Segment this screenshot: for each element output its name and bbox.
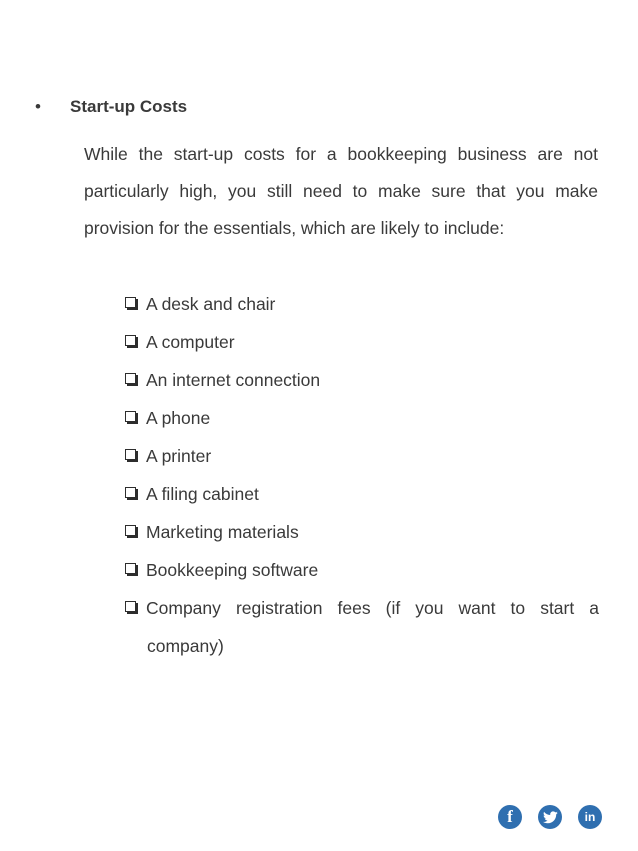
checkbox-icon [125,487,136,498]
list-item [125,551,599,589]
list-item-text: An internet connection [146,370,321,390]
checkbox-icon [125,335,136,346]
list-item-continuation [125,627,599,665]
checkbox-icon [125,601,136,612]
list-item [125,475,599,513]
section-title: Start-up Costs [70,97,188,116]
checkbox-icon [125,297,136,308]
list-item-text: Company registration fees (if you want to start a [146,598,599,618]
twitter-icon[interactable] [538,805,562,829]
checkbox-icon [125,563,136,574]
list-item [125,285,599,323]
linkedin-icon[interactable]: in [578,805,602,829]
list-item-text: A computer [146,332,235,352]
list-item-text: Marketing materials [146,522,299,542]
list-item-continuation-text: company) [147,636,224,656]
intro-paragraph: While the start-up costs for a bookkeeping business are not particularly high, you still need to make sure that you make provision for the essentials, which are likely to include: [84,144,598,238]
list-item-text: A phone [146,408,211,428]
facebook-icon[interactable]: f [498,805,522,829]
checkbox-icon [125,449,136,460]
list-item [125,513,599,551]
list-item [125,437,599,475]
essentials-checklist [125,285,599,665]
list-item-text: Bookkeeping software [146,560,319,580]
list-item-text: A printer [146,446,212,466]
social-links [498,805,602,829]
checkbox-icon [125,411,136,422]
checkbox-icon [125,525,136,536]
list-item [125,399,599,437]
list-item [125,361,599,399]
list-item-text: A desk and chair [146,294,276,314]
section-bullet: • [35,97,41,116]
list-item-text: A filing cabinet [146,484,259,504]
list-item [125,323,599,361]
checkbox-icon [125,373,136,384]
list-item [125,589,599,627]
